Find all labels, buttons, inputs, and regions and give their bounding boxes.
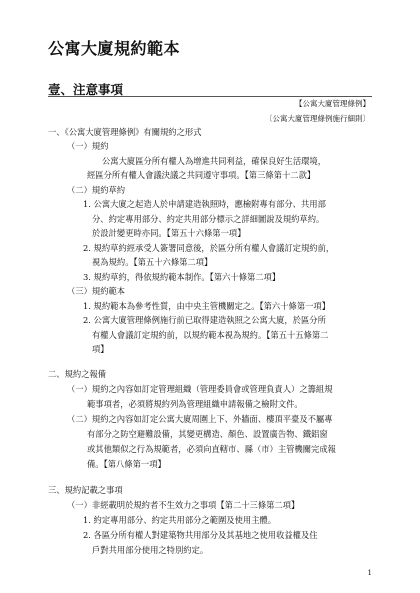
section-heading: 壹、注意事項 — [48, 82, 124, 97]
text-line: 分、約定專用部分、約定共用部分標示之詳細圖說及規約草約。 — [92, 214, 325, 224]
text-line: 或其他類似之行為規範者，必須向直轄市、縣（市）主管機關完成報 — [87, 444, 336, 454]
text-line: 項】 — [92, 344, 109, 354]
text-line: 公寓大廈區分所有權人為增進共同利益，確保良好生活環境， — [102, 156, 327, 166]
text-line: 2. 規約草約經承受人簽署同意後，於區分所有權人會議訂定規約前， — [83, 243, 335, 253]
text-line: （三）規約範本 — [67, 286, 126, 296]
document-title: 公寓大廈規約範本 — [48, 39, 181, 58]
text-line: 1. 規約範本為參考性質，由中央主管機關定之。【第六十條第一項】 — [83, 301, 331, 311]
text-line: 一、《公寓大廈管理條例》有關規約之形式 — [48, 127, 202, 137]
text-line: （二）規約草約 — [67, 185, 126, 195]
page-number: 1 — [367, 569, 372, 577]
text-line: 戶對共用部分使用之特別約定。 — [92, 545, 209, 555]
text-line: 二、規約之報備 — [48, 369, 107, 379]
reference-label-rules: 〔公寓大廈管理條例施行細則〕 — [265, 114, 370, 123]
text-line: 2. 各區分所有權人對建築物共用部分及其基地之使用收益權及住 — [83, 530, 318, 540]
text-line: 有部分之防空避難設備，其變更構造、顏色、設置廣告物、鐵鋁窗 — [87, 429, 328, 439]
text-line: 1. 約定專用部分、約定共用部分之範圍及使用主體。 — [83, 515, 277, 525]
text-line: 範事項者，必須將規約列為管理組織申請報備之檢附文件。 — [87, 399, 303, 409]
text-line: 備。【第八條第一項】 — [87, 459, 166, 469]
text-line: 有權人會議訂定規約前，以規約範本視為規約。【第五十五條第二 — [92, 330, 329, 340]
text-line: 2. 公寓大廈管理條例施行前已取得建造執照之公寓大廈，於區分所 — [83, 315, 326, 325]
text-line: 視為規約。【第五十六條第二項】 — [92, 257, 213, 267]
text-line: （二）規約之內容如訂定公寓大廈周圍上下、外牆面、樓頂平臺及不屬專 — [67, 414, 333, 424]
text-line: （一）非經載明於規約者不生效力之事項【第二十三條第二項】 — [67, 500, 300, 510]
text-line: （一）規約 — [67, 141, 109, 151]
reference-label-act: 【公寓大廈管理條例】 — [295, 99, 370, 108]
text-line: （一）規約之內容如訂定管理組織（管理委員會或管理負責人）之籌組規 — [67, 384, 333, 394]
text-line: 1. 公寓大廈之起造人於申請建造執照時，應檢附專有部分、共用部 — [83, 199, 326, 209]
text-line: 於設計變更時亦同。【第五十六條第一項】 — [92, 228, 246, 238]
section-divider — [48, 96, 372, 97]
text-line: 3. 規約草約，得依規約範本制作。【第六十條第二項】 — [83, 272, 281, 282]
text-line: 經區分所有權人會議決議之共同遵守事項。【第三條第十二款】 — [87, 170, 316, 180]
text-line: 三、規約記載之事項 — [48, 485, 123, 495]
